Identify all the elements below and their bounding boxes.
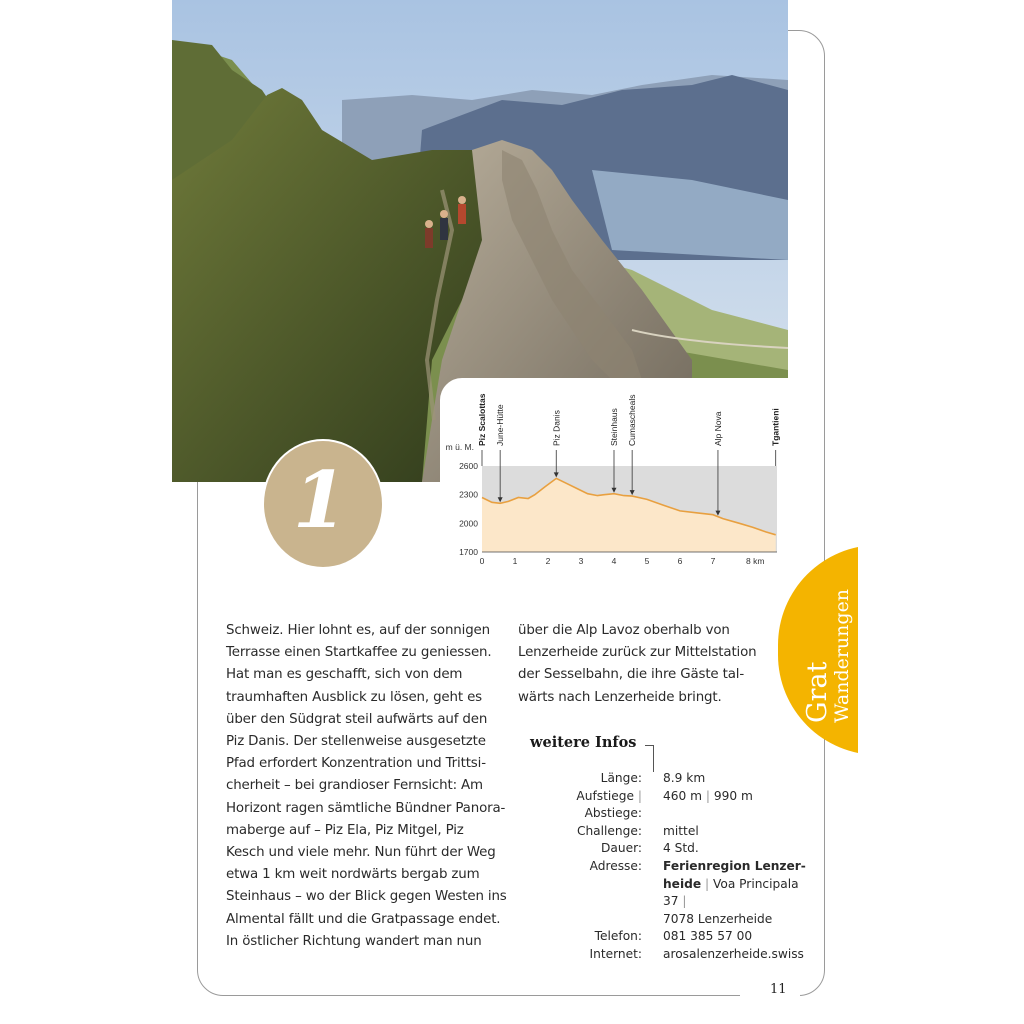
waypoint-label: Steinhaus — [609, 408, 619, 446]
x-tick-label: 8 km — [746, 556, 765, 566]
page-number: 11 — [770, 982, 787, 997]
profile-unit-label: m ü. M. — [445, 442, 474, 452]
info-label-ascent-a: Aufstiege — [576, 788, 635, 803]
address-street: Voa Principala 37 — [663, 876, 799, 909]
info-value-ascent: 460 m | 990 m — [663, 788, 753, 803]
info-table — [520, 770, 820, 964]
address-org-line2: heide — [663, 876, 702, 891]
y-tick-label: 2300 — [459, 489, 478, 500]
info-row-website — [520, 946, 820, 964]
info-value-ascent-b: 990 m — [713, 788, 753, 803]
hike-number: 1 — [292, 455, 348, 546]
chapter-side-tab — [778, 545, 858, 755]
x-tick-label: 3 — [578, 556, 584, 566]
info-value-length: 8.9 km — [663, 771, 706, 785]
info-value-ascent-a: 460 m — [663, 788, 703, 803]
waypoint-label: Tgantieni — [770, 408, 781, 446]
info-label-website: Internet: — [589, 946, 642, 961]
info-value-website: arosalenzerheide.swiss — [663, 946, 804, 961]
info-label-challenge: Challenge: — [576, 823, 642, 838]
waypoint-label: June-Hütte — [495, 404, 506, 446]
y-tick-label: 2000 — [459, 518, 478, 529]
hike-number-badge — [264, 441, 382, 567]
info-row-ascent — [520, 788, 820, 823]
side-tab-subtitle: Wanderungen — [831, 588, 853, 723]
info-heading: weitere Infos — [530, 734, 637, 751]
info-label-phone: Telefon: — [594, 929, 642, 944]
address-org-line1: Ferienregion Lenzer- — [663, 858, 806, 873]
y-tick-label: 1700 — [459, 547, 478, 557]
info-label-length: Länge: — [600, 771, 642, 785]
waypoint-label: Cumascheals — [627, 394, 638, 446]
info-label-duration: Dauer: — [601, 841, 642, 856]
info-value-phone: 081 385 57 00 — [663, 929, 753, 944]
side-tab-title: Grat — [802, 661, 833, 723]
info-label-ascent-b: Abstiege: — [584, 806, 642, 821]
waypoint-label: Alp Nova — [712, 411, 723, 446]
address-city: 7078 Lenzerheide — [663, 911, 773, 926]
info-row-challenge — [520, 823, 820, 841]
waypoint-label: Piz Danis — [551, 410, 562, 446]
info-heading-bracket — [645, 745, 654, 772]
info-row-address — [520, 858, 820, 928]
body-text-left — [226, 620, 518, 953]
info-row-phone — [520, 928, 820, 946]
x-tick-label: 7 — [710, 556, 716, 566]
x-tick-label: 6 — [677, 556, 683, 566]
info-value-challenge: mittel — [663, 823, 699, 838]
elevation-profile-chart — [444, 384, 794, 574]
y-tick-label: 2600 — [459, 461, 478, 471]
x-tick-label: 5 — [644, 556, 650, 566]
info-value-address: Ferienregion Lenzer- heide | Voa Principala 37 | 7078 Lenzerheide — [663, 858, 806, 926]
body-text-right — [518, 620, 798, 709]
x-tick-label: 1 — [512, 556, 518, 566]
info-value-duration: 4 Std. — [663, 841, 699, 856]
waypoint-label: Piz Scalottas — [477, 393, 487, 446]
x-tick-label: 4 — [611, 556, 617, 566]
x-tick-label: 2 — [545, 556, 551, 566]
body-paragraph-right: über die Alp Lavoz oberhalb von Lenzerheide zurück zur Mittelstation der Sesselbahn, die ihre Gäste tal- wärts nach Lenzerheide bringt. — [518, 623, 757, 705]
info-label-address: Adresse: — [589, 858, 642, 873]
info-label-ascent: Aufstiege | Abstiege: — [576, 788, 642, 821]
x-tick-label: 0 — [479, 556, 485, 566]
info-row-length — [520, 770, 820, 788]
info-row-duration — [520, 840, 820, 858]
body-paragraph-left: Schweiz. Hier lohnt es, auf der sonnigen Terrasse einen Startkaffee zu geniessen. Hat man es geschafft, sich von dem traumhaften Ausblick zu lösen, geht es über den Südgrat steil aufwärts auf den Piz Danis. Der stellenweise ausgesetzte Pfad erfordert Konzentration und Trittsi- cherheit – bei grandioser Fernsicht: Am Horizont ragen sämtliche Bündner Panora- maberge auf – Piz Ela, Piz Mitgel, Piz Kesch und viele mehr. Nun führt der Weg etwa 1 km weit nordwärts bergab zum Steinhaus – wo der Blick gegen Westen ins Almental fällt und die Gratpassage endet. In östlicher Richtung wandert man nun — [226, 623, 507, 949]
